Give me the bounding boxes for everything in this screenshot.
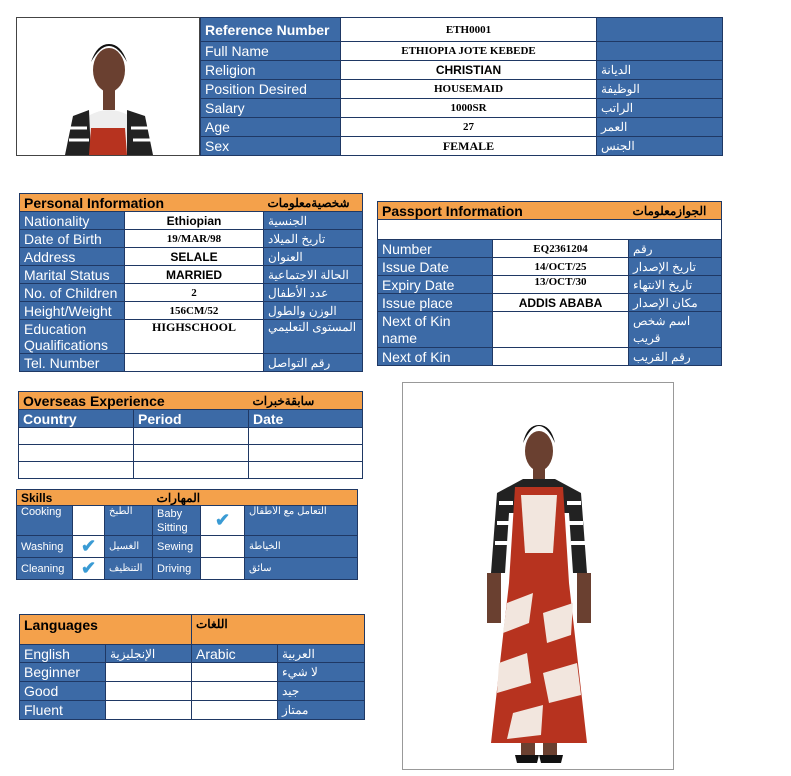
personal-information-title: Personal Information — [20, 194, 264, 212]
level-good-label: Good — [20, 682, 106, 701]
issue-date-label: Issue Date — [378, 258, 493, 276]
languages-title-ar: اللغات — [192, 615, 365, 645]
salary-ar: الراتب — [597, 99, 723, 118]
level-good-arabic[interactable] — [192, 682, 278, 701]
height-weight-value: 156CM/52 — [125, 302, 264, 320]
level-fluent-label: Fluent — [20, 701, 106, 720]
next-of-kin-name-ar: اسم شخص قريب — [629, 312, 722, 348]
salary-value: 1000SR — [341, 99, 597, 118]
overseas-experience-table — [18, 391, 363, 479]
education-value: HIGHSCHOOL — [125, 320, 264, 354]
next-of-kin-ar: رقم القريب — [629, 348, 722, 366]
issue-date-ar: تاريخ الإصدار — [629, 258, 722, 276]
religion-label: Religion — [201, 61, 341, 80]
level-good-english[interactable] — [106, 682, 192, 701]
skill-sewing-ar: الخياطة — [245, 536, 358, 558]
address-value: SELALE — [125, 248, 264, 266]
passport-spacer-row — [378, 220, 722, 240]
passport-number-ar: رقم — [629, 240, 722, 258]
passport-number-label: Number — [378, 240, 493, 258]
tel-number-label: Tel. Number — [20, 354, 125, 372]
marital-status-value: MARRIED — [125, 266, 264, 284]
full-body-photo — [402, 382, 674, 770]
education-ar: المستوى التعليمي — [264, 320, 363, 354]
skill-washing-label: Washing — [17, 536, 73, 558]
language-arabic-label: Arabic — [192, 645, 278, 663]
sex-label: Sex — [201, 137, 341, 156]
religion-value: CHRISTIAN — [341, 61, 597, 80]
level-fluent-arabic[interactable] — [192, 701, 278, 720]
issue-place-value: ADDIS ABABA — [493, 294, 629, 312]
level-beginner-arabic[interactable] — [192, 663, 278, 682]
marital-status-label: Marital Status — [20, 266, 125, 284]
skill-washing-check[interactable]: ✔ — [73, 536, 105, 558]
languages-title: Languages — [20, 615, 192, 645]
next-of-kin-label: Next of Kin — [378, 348, 493, 366]
full-body-photo-image — [403, 383, 673, 769]
language-arabic-ar: العربية — [278, 645, 365, 663]
religion-ar: الديانة — [597, 61, 723, 80]
skill-washing-ar: الغسيل — [105, 536, 153, 558]
position-label: Position Desired — [201, 80, 341, 99]
date-of-birth-label: Date of Birth — [20, 230, 125, 248]
skill-cooking-check[interactable] — [73, 506, 105, 536]
marital-status-ar: الحالة الاجتماعية — [264, 266, 363, 284]
age-value: 27 — [341, 118, 597, 137]
address-ar: العنوان — [264, 248, 363, 266]
next-of-kin-value — [493, 348, 629, 366]
children-ar: عدد الأطفال — [264, 284, 363, 302]
table-row — [19, 445, 363, 462]
sex-ar: الجنس — [597, 137, 723, 156]
portrait-photo — [16, 17, 200, 156]
overseas-col-date: Date — [249, 410, 363, 428]
full-name-label: Full Name — [201, 42, 341, 61]
issue-place-ar: مكان الإصدار — [629, 294, 722, 312]
nationality-value: Ethiopian — [125, 212, 264, 230]
skills-table — [16, 489, 358, 580]
skill-baby-sitting-label: Baby Sitting — [153, 506, 201, 536]
age-ar: العمر — [597, 118, 723, 137]
personal-information-title-ar: شخصيةمعلومات — [264, 194, 363, 212]
level-fluent-english[interactable] — [106, 701, 192, 720]
skills-title-ar: المهارات — [153, 490, 358, 506]
full-name-value: ETHIOPIA JOTE KEBEDE — [341, 42, 597, 61]
passport-information-title-ar: الجوازمعلومات — [629, 202, 722, 220]
portrait-photo-image — [17, 18, 199, 155]
address-label: Address — [20, 248, 125, 266]
education-label: Education Qualifications — [20, 320, 125, 354]
skill-cooking-ar: الطبخ — [105, 506, 153, 536]
height-weight-label: Height/Weight — [20, 302, 125, 320]
overseas-col-country: Country — [19, 410, 134, 428]
reference-number-label: Reference Number — [201, 18, 341, 42]
skill-cleaning-label: Cleaning — [17, 558, 73, 580]
position-ar: الوظيفة — [597, 80, 723, 99]
skill-driving-ar: سائق — [245, 558, 358, 580]
next-of-kin-name-label: Next of Kin name — [378, 312, 493, 348]
full-name-ar — [597, 42, 723, 61]
position-value: HOUSEMAID — [341, 80, 597, 99]
languages-table — [19, 614, 365, 720]
language-english-ar: الإنجليزية — [106, 645, 192, 663]
level-fluent-ar: ممتاز — [278, 701, 365, 720]
passport-information-title: Passport Information — [378, 202, 629, 220]
skill-driving-check[interactable] — [201, 558, 245, 580]
issue-date-value: 14/OCT/25 — [493, 258, 629, 276]
language-english-label: English — [20, 645, 106, 663]
next-of-kin-name-value — [493, 312, 629, 348]
issue-place-label: Issue place — [378, 294, 493, 312]
passport-information-table — [377, 201, 722, 366]
reference-number-ar — [597, 18, 723, 42]
overseas-experience-title-ar: سابقةخبرات — [249, 392, 363, 410]
skills-title: Skills — [17, 490, 153, 506]
passport-number-value: EQ2361204 — [493, 240, 629, 258]
nationality-ar: الجنسية — [264, 212, 363, 230]
expiry-date-label: Expiry Date — [378, 276, 493, 294]
nationality-label: Nationality — [20, 212, 125, 230]
children-label: No. of Children — [20, 284, 125, 302]
overseas-col-period: Period — [134, 410, 249, 428]
date-of-birth-value: 19/MAR/98 — [125, 230, 264, 248]
sex-value: FEMALE — [341, 137, 597, 156]
overseas-experience-title: Overseas Experience — [19, 392, 249, 410]
skill-cleaning-ar: التنظيف — [105, 558, 153, 580]
skill-baby-sitting-check[interactable]: ✔ — [201, 506, 245, 536]
reference-number-value: ETH0001 — [341, 18, 597, 42]
height-weight-ar: الوزن والطول — [264, 302, 363, 320]
skill-baby-sitting-ar: التعامل مع الأطفال — [245, 506, 358, 536]
header-table — [200, 17, 723, 156]
tel-number-value — [125, 354, 264, 372]
tel-number-ar: رقم التواصل — [264, 354, 363, 372]
personal-information-table — [19, 193, 363, 372]
expiry-date-ar: تاريخ الانتهاء — [629, 276, 722, 294]
age-label: Age — [201, 118, 341, 137]
level-beginner-english[interactable] — [106, 663, 192, 682]
level-beginner-label: Beginner — [20, 663, 106, 682]
level-good-ar: جيد — [278, 682, 365, 701]
level-beginner-ar: لا شيء — [278, 663, 365, 682]
skill-sewing-label: Sewing — [153, 536, 201, 558]
expiry-date-value: 13/OCT/30 — [493, 276, 629, 294]
skill-cleaning-check[interactable]: ✔ — [73, 558, 105, 580]
children-value: 2 — [125, 284, 264, 302]
skill-sewing-check[interactable] — [201, 536, 245, 558]
salary-label: Salary — [201, 99, 341, 118]
skill-driving-label: Driving — [153, 558, 201, 580]
date-of-birth-ar: تاريخ الميلاد — [264, 230, 363, 248]
skill-cooking-label: Cooking — [17, 506, 73, 536]
table-row — [19, 462, 363, 479]
table-row — [19, 428, 363, 445]
